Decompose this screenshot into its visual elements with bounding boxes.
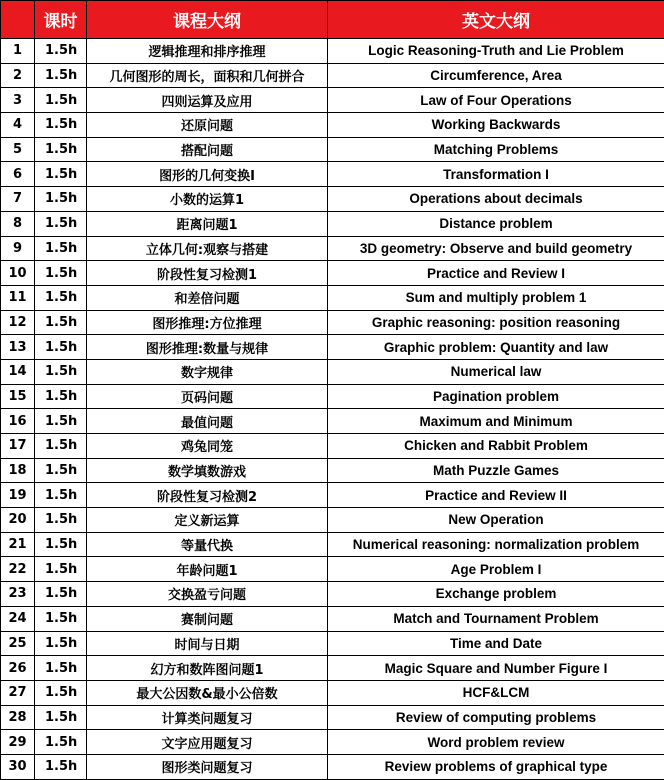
row-hours: 1.5h <box>35 88 87 113</box>
table-row <box>1 656 664 681</box>
row-chinese-topic: 几何图形的周长，面积和几何拼合 <box>87 63 328 88</box>
row-chinese-topic: 计算类问题复习 <box>87 705 328 730</box>
row-index: 15 <box>1 384 35 409</box>
header-english-syllabus: 英文大纲 <box>328 1 664 39</box>
row-english-topic: Magic Square and Number Figure I <box>328 656 664 681</box>
row-english-topic: Review of computing problems <box>328 705 664 730</box>
row-english-topic: Numerical law <box>328 359 664 384</box>
row-chinese-topic: 阶段性复习检测1 <box>87 261 328 286</box>
table-row <box>1 532 664 557</box>
header-row <box>1 1 664 39</box>
row-index: 16 <box>1 409 35 434</box>
row-index: 26 <box>1 656 35 681</box>
row-english-topic: Chicken and Rabbit Problem <box>328 434 664 459</box>
table-row <box>1 236 664 261</box>
row-english-topic: Graphic reasoning: position reasoning <box>328 310 664 335</box>
table-row <box>1 680 664 705</box>
row-hours: 1.5h <box>35 285 87 310</box>
row-index: 4 <box>1 113 35 138</box>
header-chinese-syllabus: 课程大纲 <box>87 1 328 39</box>
row-english-topic: HCF&LCM <box>328 680 664 705</box>
table-row <box>1 508 664 533</box>
header-index <box>1 1 35 39</box>
row-chinese-topic: 图形的几何变换I <box>87 162 328 187</box>
row-english-topic: Distance problem <box>328 211 664 236</box>
row-chinese-topic: 赛制问题 <box>87 606 328 631</box>
table-row <box>1 63 664 88</box>
table-row <box>1 458 664 483</box>
table-row <box>1 730 664 755</box>
row-hours: 1.5h <box>35 384 87 409</box>
table-body <box>1 39 664 780</box>
row-english-topic: Logic Reasoning-Truth and Lie Problem <box>328 39 664 64</box>
row-hours: 1.5h <box>35 458 87 483</box>
row-index: 21 <box>1 532 35 557</box>
row-hours: 1.5h <box>35 582 87 607</box>
row-hours: 1.5h <box>35 63 87 88</box>
row-english-topic: Math Puzzle Games <box>328 458 664 483</box>
row-index: 30 <box>1 754 35 779</box>
table-row <box>1 754 664 779</box>
table-header <box>1 1 664 39</box>
row-chinese-topic: 幻方和数阵图问题1 <box>87 656 328 681</box>
row-chinese-topic: 鸡兔同笼 <box>87 434 328 459</box>
table-row <box>1 88 664 113</box>
table-row <box>1 582 664 607</box>
row-chinese-topic: 数字规律 <box>87 359 328 384</box>
row-hours: 1.5h <box>35 162 87 187</box>
table-row <box>1 359 664 384</box>
row-chinese-topic: 页码问题 <box>87 384 328 409</box>
row-index: 1 <box>1 39 35 64</box>
row-index: 27 <box>1 680 35 705</box>
row-index: 24 <box>1 606 35 631</box>
table-row <box>1 211 664 236</box>
row-chinese-topic: 时间与日期 <box>87 631 328 656</box>
row-chinese-topic: 距离问题1 <box>87 211 328 236</box>
row-hours: 1.5h <box>35 236 87 261</box>
row-index: 2 <box>1 63 35 88</box>
row-index: 28 <box>1 705 35 730</box>
row-index: 25 <box>1 631 35 656</box>
row-hours: 1.5h <box>35 434 87 459</box>
table-row <box>1 187 664 212</box>
row-hours: 1.5h <box>35 187 87 212</box>
row-index: 14 <box>1 359 35 384</box>
row-index: 22 <box>1 557 35 582</box>
row-hours: 1.5h <box>35 359 87 384</box>
row-index: 13 <box>1 335 35 360</box>
table-row <box>1 483 664 508</box>
table-row <box>1 606 664 631</box>
row-index: 17 <box>1 434 35 459</box>
row-english-topic: Word problem review <box>328 730 664 755</box>
row-index: 29 <box>1 730 35 755</box>
row-chinese-topic: 最大公因数&最小公倍数 <box>87 680 328 705</box>
row-chinese-topic: 还原问题 <box>87 113 328 138</box>
row-index: 12 <box>1 310 35 335</box>
row-hours: 1.5h <box>35 113 87 138</box>
row-chinese-topic: 年龄问题1 <box>87 557 328 582</box>
row-index: 23 <box>1 582 35 607</box>
row-index: 11 <box>1 285 35 310</box>
row-english-topic: Working Backwards <box>328 113 664 138</box>
row-index: 8 <box>1 211 35 236</box>
table-row <box>1 631 664 656</box>
row-hours: 1.5h <box>35 261 87 286</box>
table-row <box>1 434 664 459</box>
row-chinese-topic: 图形类问题复习 <box>87 754 328 779</box>
row-index: 19 <box>1 483 35 508</box>
row-english-topic: Maximum and Minimum <box>328 409 664 434</box>
table-row <box>1 310 664 335</box>
row-hours: 1.5h <box>35 483 87 508</box>
row-index: 18 <box>1 458 35 483</box>
row-english-topic: Exchange problem <box>328 582 664 607</box>
header-hours: 课时 <box>35 1 87 39</box>
row-chinese-topic: 图形推理:方位推理 <box>87 310 328 335</box>
row-index: 6 <box>1 162 35 187</box>
table-row <box>1 113 664 138</box>
row-english-topic: Age Problem I <box>328 557 664 582</box>
row-chinese-topic: 交换盈亏问题 <box>87 582 328 607</box>
row-english-topic: Practice and Review I <box>328 261 664 286</box>
row-index: 3 <box>1 88 35 113</box>
table-row <box>1 162 664 187</box>
row-chinese-topic: 文字应用题复习 <box>87 730 328 755</box>
table-row <box>1 285 664 310</box>
table-row <box>1 705 664 730</box>
row-chinese-topic: 阶段性复习检测2 <box>87 483 328 508</box>
row-chinese-topic: 图形推理:数量与规律 <box>87 335 328 360</box>
table-row <box>1 261 664 286</box>
row-hours: 1.5h <box>35 310 87 335</box>
table-row <box>1 335 664 360</box>
row-hours: 1.5h <box>35 656 87 681</box>
row-chinese-topic: 搭配问题 <box>87 137 328 162</box>
row-chinese-topic: 数学填数游戏 <box>87 458 328 483</box>
row-hours: 1.5h <box>35 606 87 631</box>
row-english-topic: Time and Date <box>328 631 664 656</box>
row-english-topic: 3D geometry: Observe and build geometry <box>328 236 664 261</box>
row-hours: 1.5h <box>35 409 87 434</box>
row-hours: 1.5h <box>35 39 87 64</box>
row-english-topic: New Operation <box>328 508 664 533</box>
table-row <box>1 39 664 64</box>
row-hours: 1.5h <box>35 557 87 582</box>
row-index: 7 <box>1 187 35 212</box>
row-english-topic: Review problems of graphical type <box>328 754 664 779</box>
row-english-topic: Graphic problem: Quantity and law <box>328 335 664 360</box>
row-index: 9 <box>1 236 35 261</box>
table-row <box>1 557 664 582</box>
row-hours: 1.5h <box>35 211 87 236</box>
row-hours: 1.5h <box>35 508 87 533</box>
row-hours: 1.5h <box>35 532 87 557</box>
row-hours: 1.5h <box>35 730 87 755</box>
row-english-topic: Law of Four Operations <box>328 88 664 113</box>
row-chinese-topic: 四则运算及应用 <box>87 88 328 113</box>
row-chinese-topic: 立体几何:观察与搭建 <box>87 236 328 261</box>
row-english-topic: Practice and Review II <box>328 483 664 508</box>
row-english-topic: Match and Tournament Problem <box>328 606 664 631</box>
row-chinese-topic: 和差倍问题 <box>87 285 328 310</box>
row-index: 20 <box>1 508 35 533</box>
row-english-topic: Numerical reasoning: normalization problem <box>328 532 664 557</box>
row-english-topic: Transformation I <box>328 162 664 187</box>
row-chinese-topic: 等量代换 <box>87 532 328 557</box>
row-hours: 1.5h <box>35 754 87 779</box>
row-english-topic: Sum and multiply problem 1 <box>328 285 664 310</box>
row-chinese-topic: 最值问题 <box>87 409 328 434</box>
table-row <box>1 409 664 434</box>
row-hours: 1.5h <box>35 137 87 162</box>
table-row <box>1 137 664 162</box>
row-hours: 1.5h <box>35 335 87 360</box>
row-english-topic: Matching Problems <box>328 137 664 162</box>
row-chinese-topic: 定义新运算 <box>87 508 328 533</box>
row-hours: 1.5h <box>35 631 87 656</box>
row-index: 5 <box>1 137 35 162</box>
row-english-topic: Pagination problem <box>328 384 664 409</box>
row-chinese-topic: 小数的运算1 <box>87 187 328 212</box>
row-index: 10 <box>1 261 35 286</box>
row-english-topic: Circumference, Area <box>328 63 664 88</box>
table-row <box>1 384 664 409</box>
row-chinese-topic: 逻辑推理和排序推理 <box>87 39 328 64</box>
row-english-topic: Operations about decimals <box>328 187 664 212</box>
row-hours: 1.5h <box>35 705 87 730</box>
row-hours: 1.5h <box>35 680 87 705</box>
